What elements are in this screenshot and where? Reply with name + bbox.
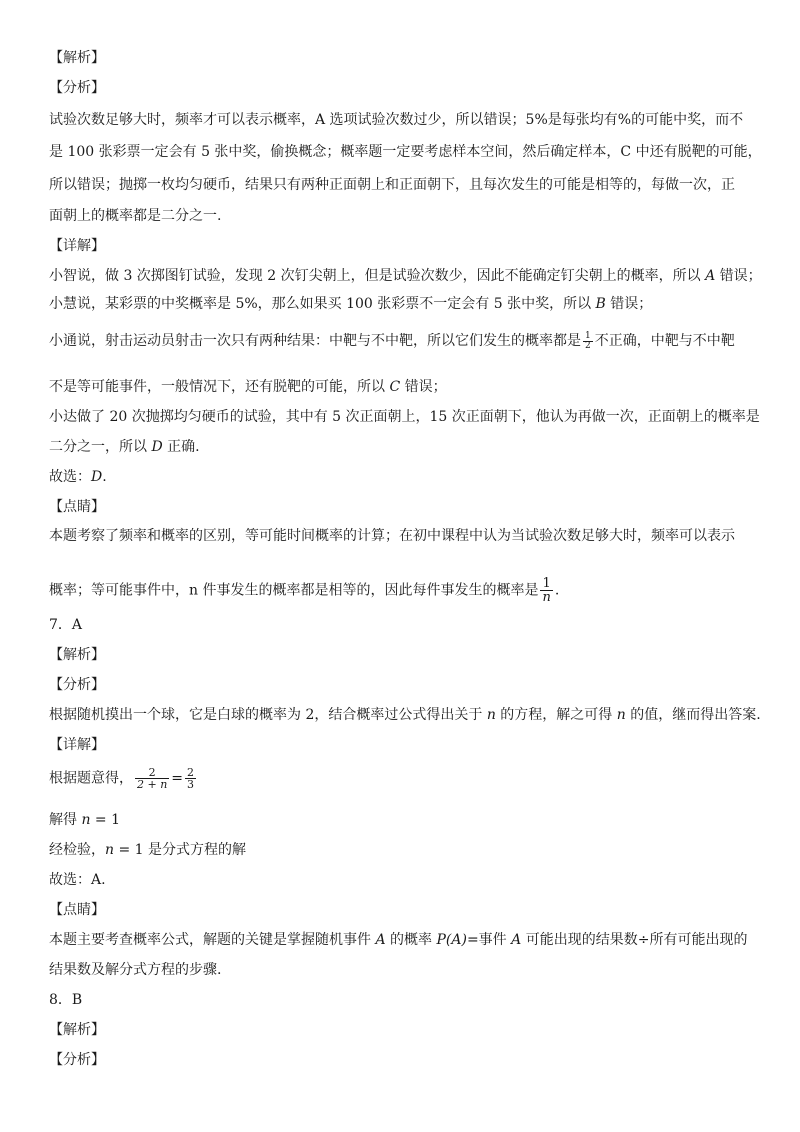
check-line: 经检验，n = 1 是分式方程的解 (49, 842, 247, 858)
fraction-2-over-3: $\frac{2}{3}$ (187, 766, 195, 791)
fenxi-7-line: 根据随机摸出一个球，它是白球的概率为 2，结合概率过公式得出关于 n 的方程，解之可得 n 的值，继而得出答案. (49, 707, 761, 723)
label-jiexi: 【解析】 (49, 50, 105, 66)
solve-line: 解得 n = 1 (49, 812, 121, 828)
label-fenxi: 【分析】 (49, 80, 105, 96)
label-xiangjie-7: 【详解】 (49, 737, 105, 753)
detail-line-5: 小达做了 20 次抛掷均匀硬币的试验，其中有 5 次正面朝上，15 次正面朝下，他认为再做一次，正面朝上的概率是 (49, 409, 760, 425)
label-jiexi-7: 【解析】 (49, 647, 105, 663)
fraction-one-half: $\frac{1}{2}$ (585, 330, 591, 351)
fenxi-line-4: 面朝上的概率都是二分之一. (49, 208, 222, 224)
label-fenxi-7: 【分析】 (49, 677, 105, 693)
fraction-2-over-2-plus-n: $\frac{2}{2 + n}$ (137, 766, 168, 791)
label-dianjing-7: 【点睛】 (49, 902, 105, 918)
fenxi-line-2: 是 100 张彩票一定会有 5 张中奖，偷换概念；概率题一定要考虑样本空间，然后确定样本，C 中还有脱靶的可能， (49, 144, 762, 160)
label-jiexi-8: 【解析】 (49, 1022, 105, 1038)
detail-line-2: 小慧说，某彩票的中奖概率是 5%，那么如果买 100 张彩票不一定会有 5 张中奖，所以 B 错误； (49, 296, 653, 312)
detail-line-6: 二分之一，所以 D 正确. (49, 439, 200, 455)
fenxi-line-3: 所以错误；抛掷一枚均匀硬币，结果只有两种正面朝上和正面朝下，且每次发生的可能是相等的，每做一次，正 (49, 177, 735, 193)
label-xiangjie: 【详解】 (49, 238, 105, 254)
dianjing-line-2: 概率；等可能事件中，n 件事发生的概率都是相等的，因此每件事发生的概率是 $\frac{1}{n}$ . (49, 576, 560, 605)
detail-line-1: 小智说，做 3 次掷图钉试验，发现 2 次钉尖朝上，但是试验次数少，因此不能确定钉尖朝上的概率，所以 A 错误； (49, 268, 762, 284)
question-8-header: 8．B (49, 992, 83, 1008)
answer-line-6: 故选：D. (49, 469, 107, 485)
answer-line-7: 故选：A. (49, 872, 106, 888)
equation-line: 根据题意得， $\frac{2}{2 + n}$ = $\frac{2}{3}$ (49, 766, 195, 791)
dianjing-line-1: 本题考察了频率和概率的区别，等可能时间概率的计算；在初中课程中认为当试验次数足够大时，频率可以表示 (49, 528, 735, 544)
label-dianjing: 【点睛】 (49, 499, 105, 515)
question-7-header: 7．A (49, 617, 83, 633)
detail-line-4: 不是等可能事件，一般情况下，还有脱靶的可能，所以 C 错误； (49, 379, 447, 395)
dianjing-7-line-2: 结果数及解分式方程的步骤. (49, 962, 222, 978)
detail-line-3: 小通说，射击运动员射击一次只有两种结果：中靶与不中靶，所以它们发生的概率都是 $\frac{1}{2}$ 不正确，中靶与不中靶 (49, 330, 735, 351)
dianjing-7-line-1: 本题主要考查概率公式，解题的关键是掌握随机事件 A 的概率 P(A)=事件 A 可能出现的结果数÷所有可能出现的 (49, 932, 748, 948)
label-fenxi-8: 【分析】 (49, 1052, 105, 1068)
fenxi-line-1: 试验次数足够大时，频率才可以表示概率，A 选项试验次数过少，所以错误；5%是每张均有%的可能中奖，而不 (49, 112, 744, 128)
fraction-one-over-n: $\frac{1}{n}$ (542, 576, 551, 605)
